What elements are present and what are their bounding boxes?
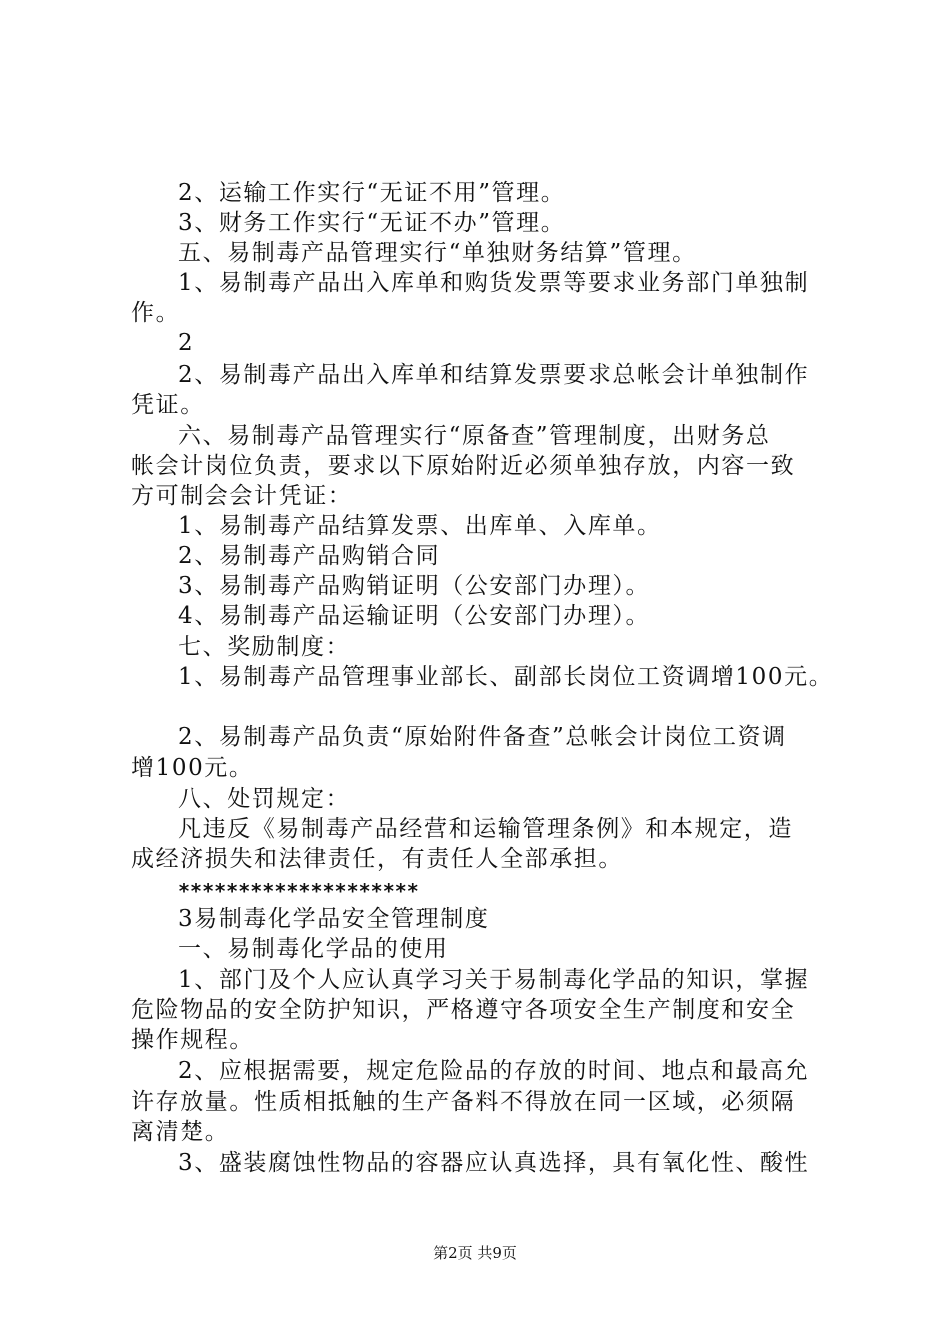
text-line: 1、易制毒产品出入库单和购货发票等要求业务部门单独制 [178,270,810,296]
text-line: 2、易制毒产品出入库单和结算发票要求总帐会计单独制作 [178,362,810,388]
text-line: 3、财务工作实行“无证不办”管理。 [178,210,566,236]
text-line: 危险物品的安全防护知识，严格遵守各项安全生产制度和安全 [131,997,796,1023]
text-line: 2、应根据需要，规定危险品的存放的时间、地点和最高允 [178,1058,810,1084]
text-line: 凭证。 [131,392,205,418]
text-line: 2、易制毒产品购销合同 [178,543,441,569]
text-line: 3、易制毒产品购销证明（公安部门办理）。 [178,573,651,599]
text-line: 1、易制毒产品结算发票、出库单、入库单。 [178,513,662,539]
section-heading: 六、易制毒产品管理实行“原备查”管理制度，出财务总 [178,423,771,449]
page-number-footer: 第2页 共9页 [433,1244,517,1262]
text-line: 方可制会会计凭证： [131,483,353,509]
text-line: 操作规程。 [131,1027,254,1053]
text-line: 2、易制毒产品负责“原始附件备查”总帐会计岗位工资调 [178,724,787,750]
section-heading: 一、易制毒化学品的使用 [178,936,449,962]
text-line: 4、易制毒产品运输证明（公安部门办理）。 [178,603,651,629]
text-line: 凡违反《易制毒产品经营和运输管理条例》和本规定，造 [178,816,793,842]
text-line: 离清楚。 [131,1119,230,1145]
text-line: 3、盛装腐蚀性物品的容器应认真选择，具有氧化性、酸性 [178,1150,810,1176]
text-line: 帐会计岗位负责，要求以下原始附近必须单独存放，内容一致 [131,453,796,479]
separator-stars: ******************** [178,879,419,903]
text-line: 许存放量。性质相抵触的生产备料不得放在同一区域，必须隔 [131,1089,796,1115]
text-line: 作。 [131,300,181,326]
text-line: 增100元。 [131,755,254,781]
text-line: 成经济损失和法律责任，有责任人全部承担。 [131,846,623,872]
text-line: 1、易制毒产品管理事业部长、副部长岗位工资调增100元。 [178,664,834,690]
section-heading: 七、奖励制度： [178,634,351,660]
text-line: 1、部门及个人应认真学习关于易制毒化学品的知识，掌握 [178,967,810,993]
chapter-title: 3易制毒化学品安全管理制度 [178,906,490,932]
section-heading: 五、易制毒产品管理实行“单独财务结算”管理。 [178,240,697,266]
section-heading: 八、处罚规定： [178,786,351,812]
text-line: 2 [178,330,195,356]
text-line: 2、运输工作实行“无证不用”管理。 [178,180,566,206]
